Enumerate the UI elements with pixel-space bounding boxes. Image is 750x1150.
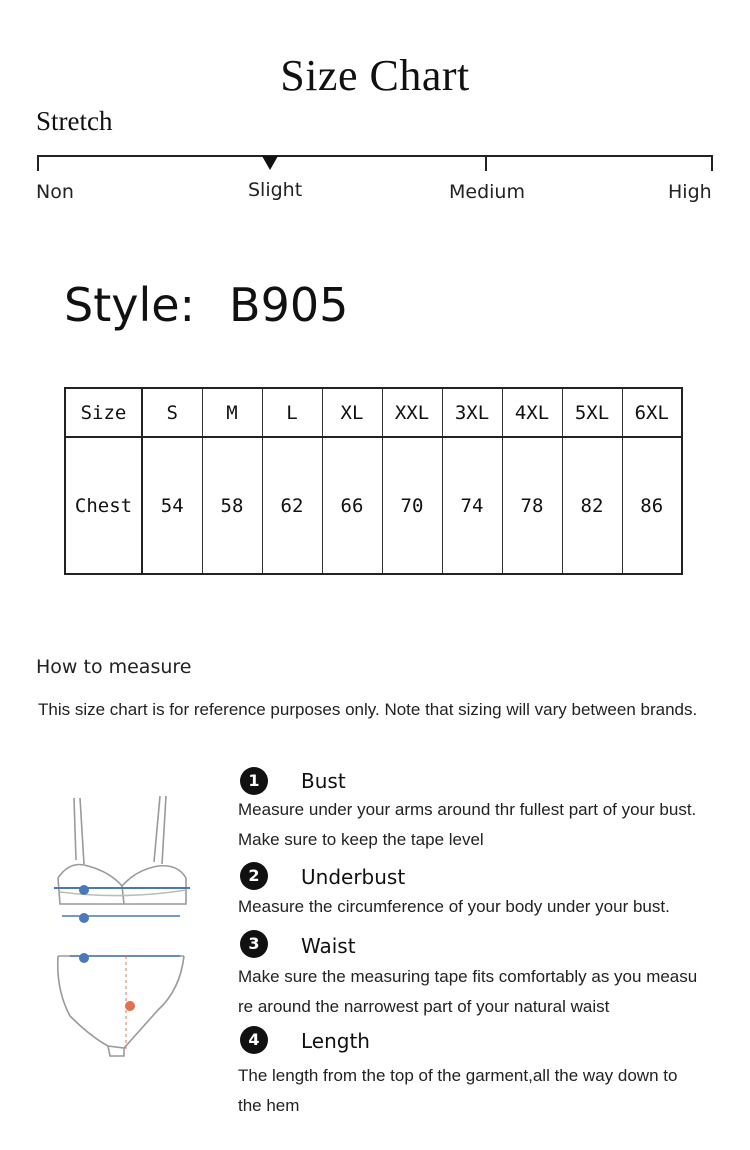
stretch-level-slight: Slight	[248, 179, 303, 201]
size-cell: 5XL	[562, 388, 622, 437]
page-title: Size Chart	[280, 51, 470, 100]
chest-cell: 66	[322, 437, 382, 574]
chest-cell: 74	[442, 437, 502, 574]
step-text-line: Make sure the measuring tape fits comfortably as you measu	[238, 967, 698, 986]
size-header-label: Size	[65, 388, 142, 437]
chest-cell: 82	[562, 437, 622, 574]
scale-line	[37, 155, 713, 157]
step-name-underbust: Underbust	[301, 865, 406, 889]
step-name-bust: Bust	[301, 769, 346, 793]
size-table	[64, 387, 683, 575]
size-cell: M	[202, 388, 262, 437]
how-to-measure-title: How to measure	[36, 656, 192, 678]
style-code: B905	[229, 278, 349, 332]
garment-illustration	[40, 780, 210, 1070]
step-text-line: The length from the top of the garment,all the way down to	[238, 1066, 678, 1085]
chest-row	[65, 437, 682, 574]
size-cell: S	[142, 388, 202, 437]
selected-stretch-marker	[262, 156, 278, 170]
style-label: Style:	[64, 278, 196, 332]
stretch-level-non: Non	[36, 181, 74, 203]
size-cell: 6XL	[622, 388, 682, 437]
chest-cell: 58	[202, 437, 262, 574]
stretch-level-high: High	[668, 181, 712, 203]
step-text-line: Make sure to keep the tape level	[238, 830, 484, 849]
size-cell: XL	[322, 388, 382, 437]
step-text-length	[238, 1061, 728, 1121]
chest-cell: 78	[502, 437, 562, 574]
chest-cell: 86	[622, 437, 682, 574]
chest-cell: 54	[142, 437, 202, 574]
reference-note: This size chart is for reference purposes only. Note that sizing will vary between brands.	[38, 700, 698, 719]
step-text-line: the hem	[238, 1096, 300, 1115]
step-text-bust	[238, 795, 728, 855]
scale-tick-non	[37, 155, 39, 171]
size-header-row	[65, 388, 682, 437]
size-cell: 4XL	[502, 388, 562, 437]
scale-tick-medium	[485, 155, 487, 171]
stretch-level-medium: Medium	[449, 181, 525, 203]
stretch-scale	[37, 155, 713, 171]
step-text-line: re around the narrowest part of your natural waist	[238, 997, 610, 1016]
step-number-badge: 2	[240, 862, 268, 890]
size-cell: 3XL	[442, 388, 502, 437]
step-number-badge: 4	[240, 1026, 268, 1054]
step-text-line: Measure under your arms around thr fullest part of your bust.	[238, 800, 697, 819]
size-cell: L	[262, 388, 322, 437]
chest-row-label: Chest	[65, 437, 142, 574]
stretch-label: Stretch	[36, 106, 113, 136]
step-name-length: Length	[301, 1029, 370, 1053]
size-cell: XXL	[382, 388, 442, 437]
chest-cell: 70	[382, 437, 442, 574]
step-text-underbust	[238, 892, 728, 922]
step-number-badge: 3	[240, 930, 268, 958]
step-text-waist	[238, 962, 728, 1022]
style-line	[64, 278, 348, 332]
step-number-badge: 1	[240, 767, 268, 795]
step-name-waist: Waist	[301, 934, 356, 958]
step-text-line: Measure the circumference of your body under your bust.	[238, 897, 670, 916]
chest-cell: 62	[262, 437, 322, 574]
scale-tick-high	[711, 155, 713, 171]
